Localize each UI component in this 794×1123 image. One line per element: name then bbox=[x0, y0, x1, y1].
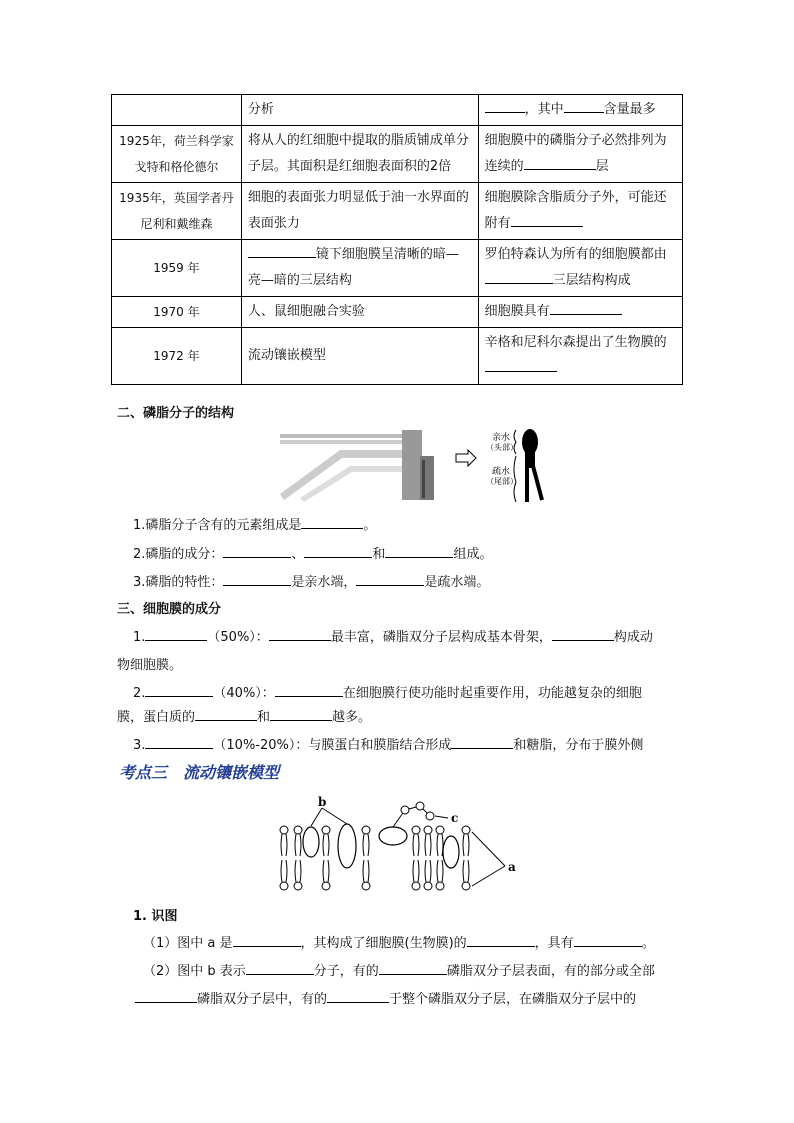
lipid-head bbox=[280, 826, 288, 834]
lipid-tail bbox=[437, 860, 438, 882]
question-text: （1）图中 a 是 bbox=[143, 936, 233, 951]
cell-text: 层 bbox=[595, 159, 609, 174]
table-cell bbox=[478, 240, 682, 297]
lipid-tail bbox=[286, 834, 287, 856]
question-text: 最丰富，磷脂双分子层构成基本骨架， bbox=[330, 630, 552, 645]
lipid-tail bbox=[281, 834, 282, 856]
label-b: b bbox=[318, 796, 327, 809]
answer-blank[interactable] bbox=[145, 682, 213, 697]
lipid-tail bbox=[295, 834, 296, 856]
lipid-tail bbox=[437, 834, 438, 856]
answer-blank[interactable] bbox=[564, 98, 604, 113]
table-row bbox=[112, 297, 683, 328]
component-sugar-line bbox=[133, 734, 643, 753]
component-protein-line1 bbox=[133, 682, 642, 701]
shitu-question-2-line2 bbox=[135, 988, 636, 1007]
table-cell: 细胞的表面张力明显低于油一水界面的表面张力 bbox=[241, 183, 478, 240]
lipid-head bbox=[424, 826, 432, 834]
label-head: （头部） bbox=[486, 443, 518, 452]
component-protein-line2 bbox=[117, 706, 371, 725]
cell-text: 细胞膜中的磷脂分子必然排列为连续的 bbox=[484, 133, 667, 174]
question-text: 2. bbox=[133, 686, 146, 701]
label-tail: （尾部） bbox=[486, 477, 518, 486]
lipid-head bbox=[322, 826, 330, 834]
component-lipid-line2: 物细胞膜。 bbox=[117, 658, 183, 673]
question-text: 越多。 bbox=[332, 710, 372, 725]
lipid-tail bbox=[442, 860, 443, 882]
answer-blank[interactable] bbox=[356, 571, 424, 586]
phospholipid-icon bbox=[522, 429, 542, 502]
lipid-head bbox=[462, 826, 470, 834]
question-text: （50%）： bbox=[207, 630, 269, 645]
answer-blank[interactable] bbox=[524, 155, 596, 170]
question-text: 是疏水端。 bbox=[424, 575, 490, 590]
answer-blank[interactable] bbox=[233, 932, 301, 947]
question-text: （10%-20%）：与膜蛋白和膜脂结合形成 bbox=[213, 738, 452, 753]
answer-blank[interactable] bbox=[385, 543, 453, 558]
answer-blank[interactable] bbox=[223, 571, 291, 586]
question-text: （40%）： bbox=[213, 686, 275, 701]
lipid-head bbox=[436, 882, 444, 890]
section-heading-phospholipid: 二、磷脂分子的结构 bbox=[117, 406, 235, 421]
question-text: 3.磷脂的特性： bbox=[133, 575, 224, 590]
lipid-head bbox=[362, 826, 370, 834]
answer-blank[interactable] bbox=[301, 514, 363, 529]
cell-text: 辛格和尼科尔森提出了生物膜的 bbox=[484, 335, 667, 350]
label-c: c bbox=[451, 811, 459, 825]
lipid-tail bbox=[418, 834, 419, 856]
lipid-tail bbox=[368, 860, 369, 882]
cell-text: 镜下细胞膜呈清晰的暗—亮—暗的三层结构 bbox=[247, 247, 459, 288]
question-text: 磷脂双分子层中，有的 bbox=[197, 992, 328, 1007]
shitu-question-2-line1 bbox=[143, 960, 655, 979]
section-heading-membrane-components: 三、细胞膜的成分 bbox=[117, 602, 222, 617]
lipid-tail bbox=[425, 834, 426, 856]
cell-text: 罗伯特森认为所有的细胞膜都由 bbox=[484, 247, 667, 262]
lipid-tail bbox=[323, 834, 324, 856]
question-text: 组成。 bbox=[453, 547, 493, 562]
glycoprotein-chain bbox=[393, 802, 434, 827]
table-cell: 流动镶嵌模型 bbox=[241, 328, 478, 385]
answer-blank[interactable] bbox=[550, 300, 622, 315]
lipid-tail bbox=[328, 834, 329, 856]
lipid-tail bbox=[463, 860, 464, 882]
lipid-head bbox=[462, 882, 470, 890]
lipid-tail bbox=[281, 860, 282, 882]
answer-blank[interactable] bbox=[485, 357, 557, 372]
question-text: 。 bbox=[641, 936, 655, 951]
answer-blank[interactable] bbox=[246, 960, 314, 975]
lipid-head bbox=[412, 882, 420, 890]
lipid-head bbox=[436, 826, 444, 834]
lipid-tail bbox=[425, 860, 426, 882]
monolayer-illustration bbox=[280, 430, 434, 502]
answer-blank[interactable] bbox=[269, 626, 331, 641]
table-row bbox=[112, 183, 683, 240]
label-a: a bbox=[508, 860, 516, 874]
question-text: ，其构成了细胞膜(生物膜)的 bbox=[300, 936, 467, 951]
answer-blank[interactable] bbox=[467, 932, 535, 947]
question-text: 是亲水端， bbox=[291, 575, 357, 590]
shitu-heading: 1. 识图 bbox=[133, 909, 178, 924]
answer-blank[interactable] bbox=[552, 626, 614, 641]
table-cell bbox=[112, 95, 242, 126]
question-text: 。 bbox=[363, 518, 377, 533]
answer-blank[interactable] bbox=[511, 212, 583, 227]
lipid-head bbox=[322, 882, 330, 890]
question-text: ，具有 bbox=[534, 936, 574, 951]
question-text: 和糖脂，分布于膜外侧 bbox=[513, 738, 644, 753]
lipid-tail bbox=[295, 860, 296, 882]
lipid-tail bbox=[468, 834, 469, 856]
table-cell: 分析 bbox=[241, 95, 478, 126]
cell-text: 含量最多 bbox=[603, 102, 656, 117]
answer-blank[interactable] bbox=[248, 243, 316, 258]
answer-blank[interactable] bbox=[270, 706, 332, 721]
lipid-tail bbox=[368, 834, 369, 856]
table-row bbox=[112, 240, 683, 297]
lipid-tail bbox=[468, 860, 469, 882]
lipid-head bbox=[294, 882, 302, 890]
label-hydrophilic: 亲水 bbox=[492, 433, 511, 443]
question-text: 构成动 bbox=[613, 630, 653, 645]
question-text: 2.磷脂的成分： bbox=[133, 547, 224, 562]
table-cell bbox=[478, 328, 682, 385]
table-row bbox=[112, 95, 683, 126]
answer-blank[interactable] bbox=[327, 988, 389, 1003]
lipid-tail bbox=[463, 834, 464, 856]
question-text: 于整个磷脂双分子层，在磷脂双分子层中的 bbox=[389, 992, 637, 1007]
question-properties bbox=[133, 571, 489, 590]
component-lipid-line1 bbox=[133, 626, 653, 645]
question-components bbox=[133, 543, 492, 562]
lipid-head bbox=[412, 826, 420, 834]
table-cell: 1972 年 bbox=[112, 328, 242, 385]
answer-blank[interactable] bbox=[574, 932, 642, 947]
answer-blank[interactable] bbox=[485, 269, 553, 284]
shitu-question-1 bbox=[143, 932, 655, 951]
table-row bbox=[112, 126, 683, 183]
table-cell: 1935年，英国学者丹尼利和戴维森 bbox=[112, 183, 242, 240]
question-text: 1.磷脂分子含有的元素组成是 bbox=[133, 518, 302, 533]
table-cell: 1959 年 bbox=[112, 240, 242, 297]
kaodian-title: 考点三 流动镶嵌模型 bbox=[119, 763, 280, 782]
question-text: 和 bbox=[257, 710, 271, 725]
cell-text: 三层结构构成 bbox=[552, 273, 631, 288]
question-text: 1. bbox=[133, 630, 146, 645]
question-elements bbox=[133, 514, 376, 533]
lipid-tail bbox=[413, 860, 414, 882]
question-text: 分子，有的 bbox=[313, 964, 379, 979]
table-cell bbox=[478, 95, 682, 126]
lipid-tail bbox=[430, 860, 431, 882]
answer-blank[interactable] bbox=[135, 988, 197, 1003]
lipid-tail bbox=[323, 860, 324, 882]
label-hydrophobic: 疏水 bbox=[492, 467, 511, 477]
question-text: 3. bbox=[133, 738, 146, 753]
question-text: 磷脂双分子层表面，有的部分或全部 bbox=[446, 964, 655, 979]
membrane-history-table bbox=[111, 94, 683, 385]
answer-blank[interactable] bbox=[379, 960, 447, 975]
answer-blank[interactable] bbox=[304, 543, 372, 558]
lipid-head bbox=[280, 882, 288, 890]
table-cell: 1925年，荷兰科学家戈特和格伦德尔 bbox=[112, 126, 242, 183]
cell-text: 细胞膜具有 bbox=[484, 304, 550, 319]
answer-blank[interactable] bbox=[145, 734, 213, 749]
lipid-head bbox=[294, 826, 302, 834]
question-text: 、 bbox=[291, 547, 305, 562]
answer-blank[interactable] bbox=[451, 734, 513, 749]
lipid-tail bbox=[430, 834, 431, 856]
answer-blank[interactable] bbox=[485, 98, 525, 113]
phospholipid-diagram bbox=[280, 426, 560, 504]
lipid-tail bbox=[363, 834, 364, 856]
answer-blank[interactable] bbox=[223, 543, 291, 558]
table-cell bbox=[478, 126, 682, 183]
table-cell bbox=[478, 297, 682, 328]
lipid-tail bbox=[286, 860, 287, 882]
question-text: 和 bbox=[372, 547, 386, 562]
cell-text: 细胞膜除含脂质分子外，可能还附有 bbox=[484, 190, 667, 231]
question-text: （2）图中 b 表示 bbox=[143, 964, 246, 979]
lipid-tail bbox=[328, 860, 329, 882]
table-cell: 将从人的红细胞中提取的脂质铺成单分子层。其面积是红细胞表面积的2倍 bbox=[241, 126, 478, 183]
table-cell bbox=[478, 183, 682, 240]
answer-blank[interactable] bbox=[275, 682, 343, 697]
table-cell: 人、鼠细胞融合实验 bbox=[241, 297, 478, 328]
lipid-tail bbox=[300, 860, 301, 882]
fluid-mosaic-diagram bbox=[270, 796, 530, 896]
question-text: 膜，蛋白质的 bbox=[117, 710, 196, 725]
table-cell bbox=[241, 240, 478, 297]
lipid-head bbox=[362, 882, 370, 890]
lipid-tail bbox=[363, 860, 364, 882]
lipid-tail bbox=[300, 834, 301, 856]
cell-text: ，其中 bbox=[524, 102, 564, 117]
lipid-tail bbox=[418, 860, 419, 882]
answer-blank[interactable] bbox=[195, 706, 257, 721]
table-row bbox=[112, 328, 683, 385]
lipid-tail bbox=[413, 834, 414, 856]
lipid-head bbox=[424, 882, 432, 890]
arrow-right-icon bbox=[456, 450, 476, 466]
answer-blank[interactable] bbox=[145, 626, 207, 641]
question-text: 在细胞膜行使功能时起重要作用，功能越复杂的细胞 bbox=[342, 686, 642, 701]
table-cell: 1970 年 bbox=[112, 297, 242, 328]
